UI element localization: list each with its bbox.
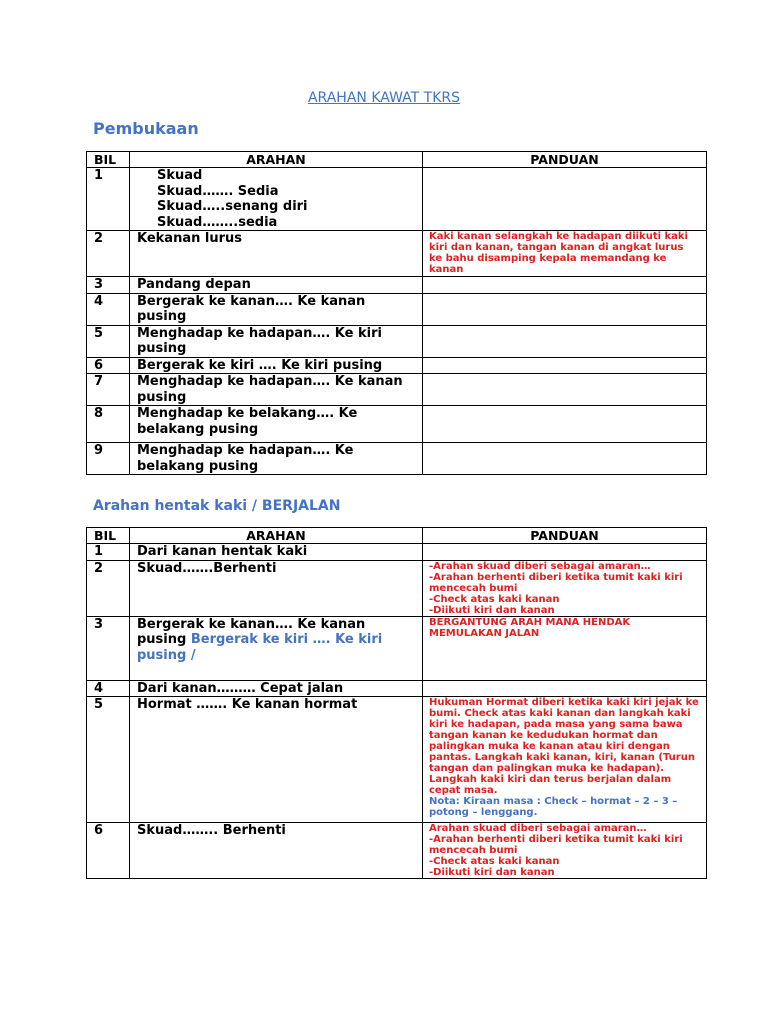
row-bil: 1 bbox=[87, 168, 130, 231]
row-panduan: Kaki kanan selangkah ke hadapan diikuti kaki kiri dan kanan, tangan kanan di angkat lurus ke bahu disamping kepala memandang ke kanan bbox=[423, 231, 707, 277]
row-panduan bbox=[423, 823, 707, 879]
header-bil: BIL bbox=[87, 152, 130, 168]
table-row bbox=[87, 823, 707, 879]
row-bil: 5 bbox=[87, 697, 130, 823]
header-arahan: ARAHAN bbox=[130, 152, 423, 168]
table-row bbox=[87, 325, 707, 357]
arahan-line: Skuad……..sedia bbox=[157, 214, 278, 230]
document-title: ARAHAN KAWAT TKRS bbox=[307, 90, 460, 106]
panduan-line: -Arahan berhenti diberi ketika tumit kaki kiri mencecah bumi bbox=[429, 834, 683, 856]
row-arahan: Pandang depan bbox=[130, 277, 423, 294]
row-arahan: Menghadap ke hadapan…. Ke belakang pusing bbox=[130, 443, 423, 475]
row-arahan: Hormat ……. Ke kanan hormat bbox=[130, 697, 423, 823]
row-panduan bbox=[423, 374, 707, 406]
row-panduan bbox=[423, 544, 707, 561]
panduan-line: -Check atas kaki kanan bbox=[429, 593, 560, 605]
arahan-line: Skuad bbox=[157, 168, 203, 183]
row-bil: 5 bbox=[87, 325, 130, 357]
table-row bbox=[87, 374, 707, 406]
row-arahan: Skuad…….. Berhenti bbox=[130, 823, 423, 879]
table-header-row bbox=[87, 528, 707, 544]
table-row bbox=[87, 697, 707, 823]
table-row bbox=[87, 277, 707, 294]
row-bil: 1 bbox=[87, 544, 130, 561]
row-bil: 4 bbox=[87, 680, 130, 697]
table-row bbox=[87, 168, 707, 231]
row-panduan bbox=[423, 406, 707, 443]
berjalan-table bbox=[86, 527, 707, 879]
table-row bbox=[87, 680, 707, 697]
row-bil: 2 bbox=[87, 560, 130, 616]
row-arahan: Kekanan lurus bbox=[130, 231, 423, 277]
arahan-line: Skuad…..senang diri bbox=[157, 199, 308, 214]
row-panduan bbox=[423, 325, 707, 357]
section-heading-pembukaan: Pembukaan bbox=[93, 119, 199, 138]
header-panduan: PANDUAN bbox=[423, 152, 707, 168]
row-bil: 6 bbox=[87, 357, 130, 374]
row-panduan bbox=[423, 293, 707, 325]
table-row bbox=[87, 231, 707, 277]
panduan-line: -Diikuti kiri dan kanan bbox=[429, 867, 555, 878]
row-arahan: Menghadap ke belakang…. Ke belakang pusing bbox=[130, 406, 423, 443]
header-bil: BIL bbox=[87, 528, 130, 544]
header-arahan: ARAHAN bbox=[130, 528, 423, 544]
row-bil: 3 bbox=[87, 277, 130, 294]
row-bil: 9 bbox=[87, 443, 130, 475]
row-arahan: Menghadap ke hadapan…. Ke kanan pusing bbox=[130, 374, 423, 406]
table-row bbox=[87, 560, 707, 616]
row-panduan bbox=[423, 560, 707, 616]
arahan-alt-text: Bergerak ke kiri …. Ke kiri pusing / bbox=[137, 632, 383, 663]
row-arahan: Bergerak ke kanan…. Ke kanan pusing bbox=[130, 293, 423, 325]
header-panduan: PANDUAN bbox=[423, 528, 707, 544]
row-bil: 2 bbox=[87, 231, 130, 277]
row-bil: 8 bbox=[87, 406, 130, 443]
row-panduan bbox=[423, 277, 707, 294]
row-arahan bbox=[130, 616, 423, 680]
table-row bbox=[87, 293, 707, 325]
table-row bbox=[87, 443, 707, 475]
row-bil: 7 bbox=[87, 374, 130, 406]
row-arahan: Dari kanan hentak kaki bbox=[130, 544, 423, 561]
panduan-line: BERGANTUNG ARAH MANA HENDAK MEMULAKAN JALAN bbox=[429, 616, 631, 639]
row-panduan bbox=[423, 616, 707, 680]
row-arahan: Bergerak ke kiri …. Ke kiri pusing bbox=[130, 357, 423, 374]
panduan-note: Nota: Kiraan masa : Check – hormat – 2 – 3 – potong – lenggang. bbox=[429, 796, 678, 818]
table-row bbox=[87, 406, 707, 443]
panduan-line: -Check atas kaki kanan bbox=[429, 856, 560, 867]
table-row bbox=[87, 616, 707, 680]
section-heading-berjalan: Arahan hentak kaki / BERJALAN bbox=[93, 498, 341, 514]
row-arahan: Skuad…….Berhenti bbox=[130, 560, 423, 616]
arahan-line: Skuad……. Sedia bbox=[157, 183, 279, 199]
row-bil: 3 bbox=[87, 616, 130, 680]
panduan-line: Arahan skuad diberi sebagai amaran… bbox=[429, 823, 647, 834]
row-panduan bbox=[423, 168, 707, 231]
row-panduan bbox=[423, 697, 707, 823]
row-arahan: Dari kanan……… Cepat jalan bbox=[130, 680, 423, 697]
row-bil: 6 bbox=[87, 823, 130, 879]
panduan-line: -Arahan berhenti diberi ketika tumit kaki kiri mencecah bumi bbox=[429, 571, 683, 594]
table-header-row bbox=[87, 152, 707, 168]
panduan-text: Hukuman Hormat diberi ketika kaki kiri jejak ke bumi. Check atas kaki kanan dan langkah kaki kiri ke hadapan, pada masa yang sama bawa tangan kanan ke kedudukan hormat dan palingkan muka ke kanan atau kiri dengan pantas. Langkah kaki kanan, kiri, kanan (Turun tangan dan palingkan muka ke hadapan). Langkah kaki kiri dan terus berjalan dalam cepat masa. bbox=[429, 697, 699, 796]
row-arahan: Menghadap ke hadapan…. Ke kiri pusing bbox=[130, 325, 423, 357]
panduan-line: -Arahan skuad diberi sebagai amaran… bbox=[429, 560, 651, 572]
row-panduan bbox=[423, 357, 707, 374]
row-arahan bbox=[130, 168, 423, 231]
row-bil: 4 bbox=[87, 293, 130, 325]
pembukaan-table bbox=[86, 151, 707, 475]
panduan-line: -Diikuti kiri dan kanan bbox=[429, 604, 555, 616]
table-row bbox=[87, 544, 707, 561]
row-panduan bbox=[423, 443, 707, 475]
table-row bbox=[87, 357, 707, 374]
row-panduan bbox=[423, 680, 707, 697]
arahan-text: Bergerak ke kanan…. Ke kanan pusing bbox=[137, 616, 366, 647]
